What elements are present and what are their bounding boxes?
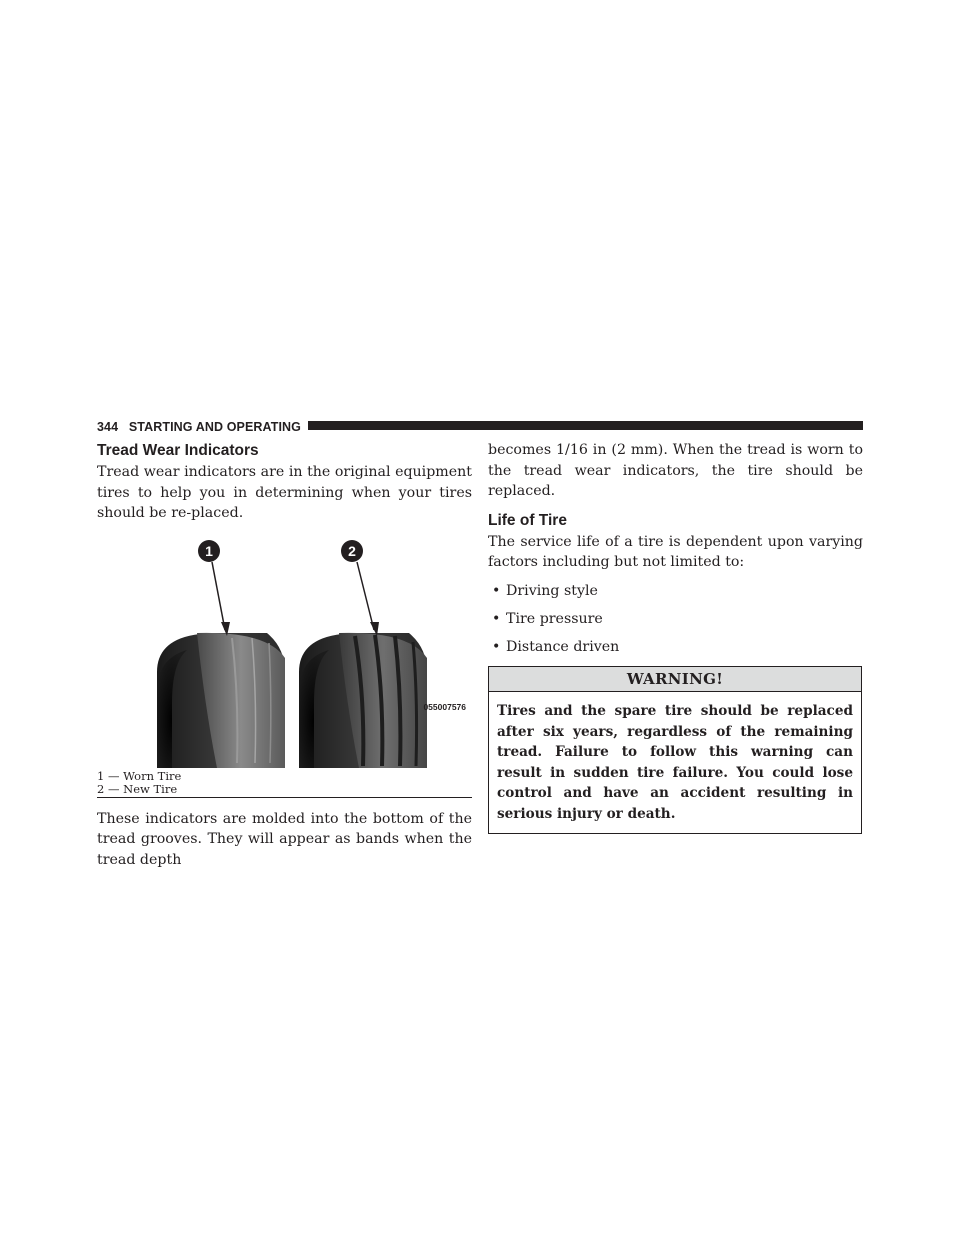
caption-new-tire: 2 — New Tire xyxy=(97,781,178,796)
bullet-icon: • xyxy=(492,610,501,627)
factor-list xyxy=(488,581,863,658)
warning-title: WARNING! xyxy=(489,667,861,692)
tread-wear-intro: Tread wear indicators are in the original equipment tires to help you in determining when your tires should be re-placed. xyxy=(97,464,472,521)
callout-1 xyxy=(198,540,230,636)
left-column xyxy=(97,440,472,870)
list-item xyxy=(488,609,863,630)
tread-continuation: becomes 1/16 in (2 mm). When the tread is worn to the tread wear indicators, the tire should be replaced. xyxy=(488,442,863,499)
page-number: 344 xyxy=(97,420,119,434)
new-tire xyxy=(299,632,427,767)
list-item-text: Tire pressure xyxy=(506,610,603,627)
list-item-text: Driving style xyxy=(506,582,598,599)
heading-tread-wear: Tread Wear Indicators xyxy=(97,442,259,459)
callout-1-label: 1 xyxy=(205,542,213,559)
heading-life-of-tire: Life of Tire xyxy=(488,511,567,529)
caption-worn-tire: 1 — Worn Tire xyxy=(97,768,182,783)
callout-2 xyxy=(341,540,379,636)
caption-rule xyxy=(97,797,472,798)
figure-captions xyxy=(97,770,472,798)
tire-figure xyxy=(97,538,472,770)
callout-2-label: 2 xyxy=(348,542,356,559)
list-item xyxy=(488,637,863,658)
life-of-tire-intro: The service life of a tire is dependent upon varying factors including but not limited to: xyxy=(488,533,863,570)
page-header xyxy=(97,418,863,436)
list-item-text: Distance driven xyxy=(506,638,620,655)
warning-text: Tires and the spare tire should be replaced after six years, regardless of the remaining tread. Failure to follow this warning can result in sudden tire failure. You could lose control and have an accident resulting in serious injury or death. xyxy=(497,703,853,822)
worn-tire xyxy=(157,632,285,767)
figure-code: 055007576 xyxy=(423,701,466,712)
indicators-body: These indicators are molded into the bottom of the tread grooves. They will appear as bands when the tread depth xyxy=(97,810,472,868)
section-title: STARTING AND OPERATING xyxy=(128,420,301,434)
header-rule xyxy=(307,421,863,430)
bullet-icon: • xyxy=(492,638,501,655)
bullet-icon: • xyxy=(492,582,501,599)
tire-illustration xyxy=(97,538,472,770)
list-item xyxy=(488,581,863,602)
right-column xyxy=(488,440,863,834)
warning-box xyxy=(488,666,862,834)
header-text xyxy=(97,418,308,436)
